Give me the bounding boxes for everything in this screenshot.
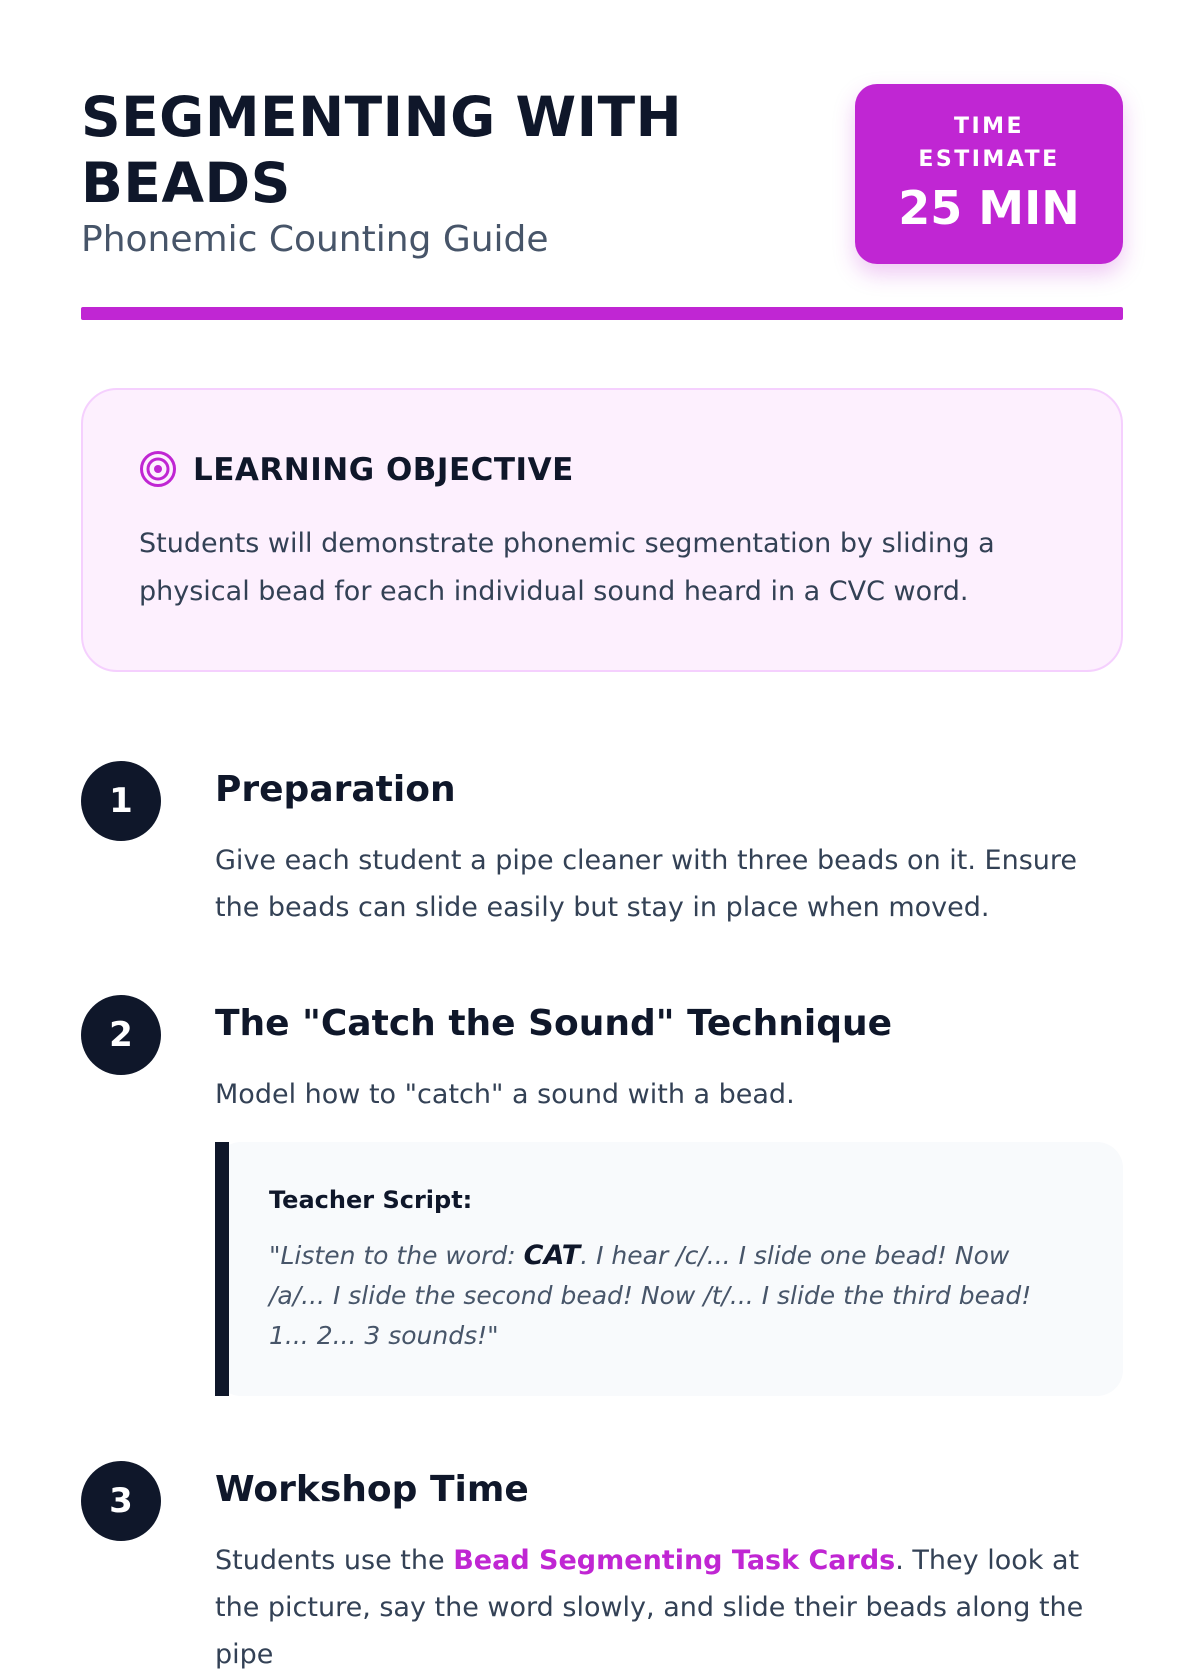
step-number: 3 — [81, 1461, 161, 1541]
step-title: The "Catch the Sound" Technique — [215, 1003, 893, 1044]
step-number: 2 — [81, 995, 161, 1075]
teacher-script-label: Teacher Script: — [269, 1186, 473, 1214]
step-text — [215, 1537, 1125, 1678]
step-text: Model how to "catch" a sound with a bead. — [215, 1079, 795, 1110]
target-icon — [139, 450, 177, 488]
step-title: Workshop Time — [215, 1469, 529, 1510]
teacher-script-callout — [215, 1142, 1123, 1396]
script-text-after: . I hear /c/... I slide one bead! Now /a/... I slide the second bead! Now /t/... I slide the third bead! 1... 2... 3 sounds!" — [269, 1241, 1032, 1350]
objective-text: Students will demonstrate phonemic segmentation by sliding a physical bead for each individual sound heard in a CVC word. — [139, 528, 995, 607]
learning-objective-card — [81, 388, 1123, 672]
step-text-after: . They look at the picture, say the word slowly, and slide their beads along the pipe — [215, 1545, 1084, 1670]
page-header — [81, 82, 1123, 322]
step-title: Preparation — [215, 769, 456, 810]
page-title: SEGMENTING WITH BEADS — [81, 85, 683, 215]
task-cards-link[interactable]: Bead Segmenting Task Cards — [453, 1545, 896, 1576]
time-estimate-value: 25 MIN — [898, 181, 1080, 235]
page-subtitle: Phonemic Counting Guide — [81, 219, 549, 260]
objective-title: LEARNING OBJECTIVE — [193, 452, 574, 488]
callout-accent-bar — [215, 1142, 229, 1396]
script-example-word: CAT — [523, 1240, 581, 1271]
step-text: Give each student a pipe cleaner with three beads on it. Ensure the beads can slide easily but stay in place when moved. — [215, 845, 1077, 923]
time-estimate-badge — [855, 84, 1123, 264]
script-text-before: "Listen to the word: — [269, 1241, 524, 1270]
step-text-before: Students use the — [215, 1545, 454, 1576]
time-estimate-label: TIME ESTIMATE — [918, 114, 1060, 172]
teacher-script-text — [269, 1236, 1069, 1356]
header-divider — [81, 307, 1123, 320]
step-number: 1 — [81, 761, 161, 841]
